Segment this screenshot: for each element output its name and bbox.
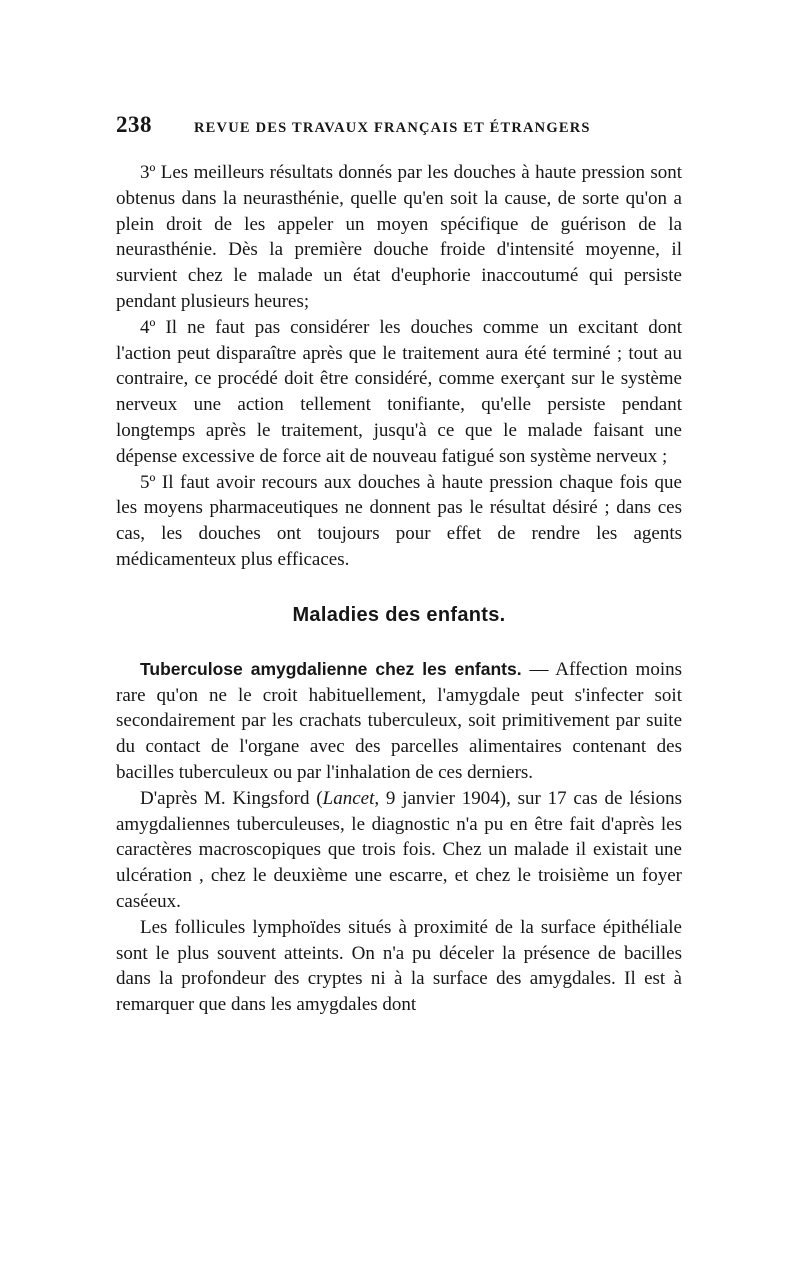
article-intro-text: — Affection moins rare qu'on ne le croit habituellement, l'amygdale peut s'infecter soit secondairement par les crachats tuberculeux, soit primitivement par suite du contact de l'organe avec des parcelles alimentaires contenant des bacilles tuberculeux ou par l'inhalation de ces derniers. (116, 658, 682, 783)
kingsford-text-start: D'après M. Kingsford ( (140, 787, 323, 809)
paragraph-point-3: 3º Les meilleurs résultats donnés par les douches à haute pression sont obtenus dans la neurasthénie, quelle qu'en soit la cause, de sorte qu'on a plein droit de les appeler un moyen spécifique de guérison de la neurasthénie. Dès la première douche froide d'intensité moyenne, il survient chez le malade un état d'euphorie inaccoutumé qui persiste pendant plusieurs heures; (116, 162, 682, 312)
section-title: Maladies des enfants. (292, 603, 506, 626)
book-page (116, 112, 682, 1018)
paragraph-point-5: 5º Il faut avoir recours aux douches à haute pression chaque fois que les moyens pharmaceutiques ne donnent pas le résultat désiré ; dans ces cas, les douches ont toujours pour effet de rendre les agents médicamenteux plus efficaces. (116, 471, 682, 570)
paragraph-article-intro (116, 657, 682, 786)
article-title: Tuberculose amygdalienne chez les enfants. (140, 658, 522, 679)
paragraph-kingsford (116, 786, 682, 915)
running-header (116, 112, 682, 146)
paragraph-point-4: 4º Il ne faut pas considérer les douches comme un excitant dont l'action peut disparaître après que le traitement aura été terminé ; tout au contraire, ce procédé doit être considéré, comme exerçant sur le système nerveux une action tellement tonifiante, qu'elle persiste pendant longtemps après le traitement, jusqu'à ce que le malade faisant une dépense excessive de force ait de nouveau fatigué son système nerveux ; (116, 316, 682, 467)
journal-citation: Lancet (322, 787, 375, 809)
page-number: 238 (116, 112, 152, 137)
journal-title: REVUE DES TRAVAUX FRANÇAIS ET ÉTRANGERS (194, 120, 591, 136)
kingsford-text-end: , 9 janvier 1904), sur 17 cas de lésions amygdaliennes tuberculeuses, le diagnostic n'a pu en être fait d'après les caractères macroscopiques que trois fois. Chez un malade il existait une ulcération , chez le deuxième une escarre, et chez le troisième un foyer caséeux. (116, 787, 682, 912)
paragraph-follicules: Les follicules lymphoïdes situés à proximité de la surface épithéliale sont le plus souvent atteints. On n'a pu déceler la présence de bacilles dans la profondeur des cryptes ni à la surface des amygdales. Il est à remarquer que dans les amygdales dont (116, 916, 682, 1016)
